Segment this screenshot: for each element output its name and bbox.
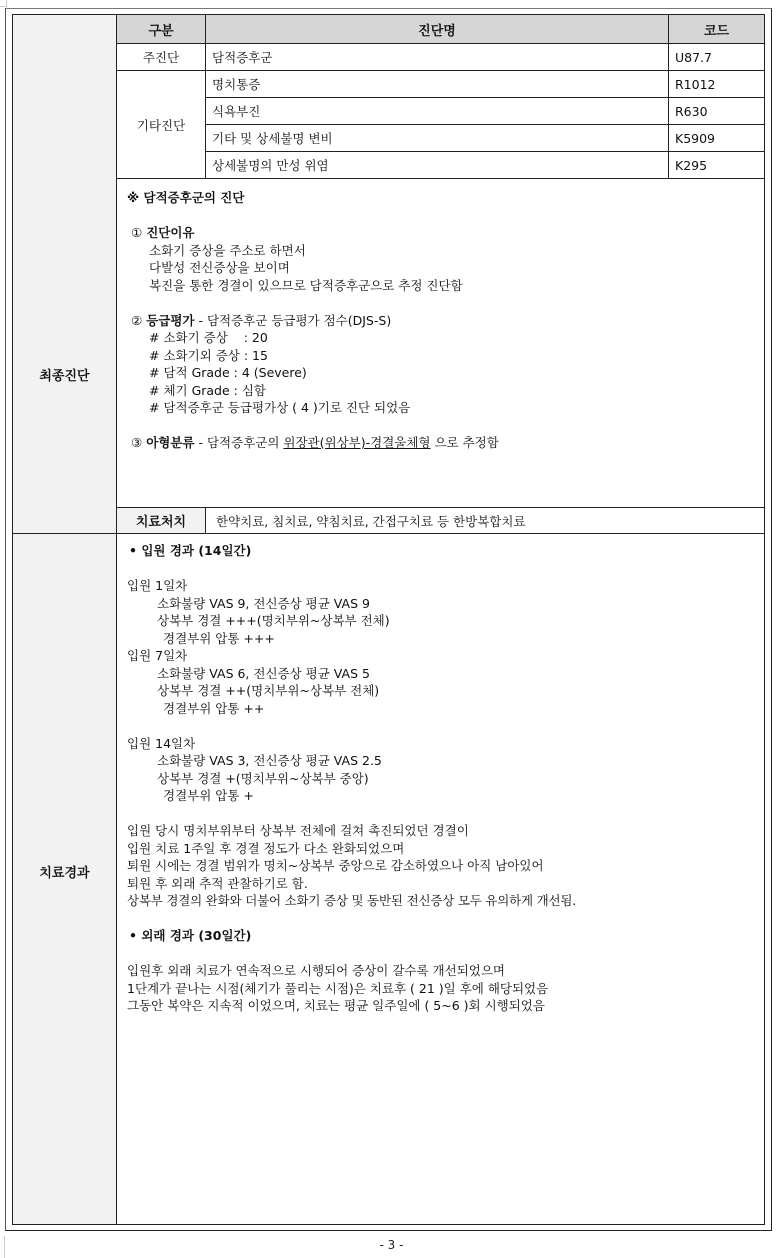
diagnosis-name: 담적증후군 [206,44,669,71]
final-diagnosis-content [117,179,765,508]
header-code: 코드 [669,15,765,44]
day-line: 상복부 경결 +++(명치부위~상복부 전체) [157,613,390,628]
grade-number: ② [131,312,143,328]
table-row [13,44,765,71]
day-tenderness: 경결부위 압통 +++ [163,630,275,646]
subtype-heading: 아형분류 [146,435,195,450]
treatment-label: 치료처치 [117,508,206,534]
section-label: 최종진단 [39,368,90,384]
subtype-suffix: 으로 추정함 [430,435,499,450]
outcome-row [13,534,765,1225]
reason-line: 다발성 전신증상을 보이며 [149,260,290,275]
summary-line: 입원 당시 명치부위부터 상복부 전체에 걸쳐 촉진되었던 경결이 [127,823,469,838]
subtype-number: ③ [131,435,143,450]
grade-line: # 체기 Grade : 심함 [149,382,266,398]
summary-line: 퇴원 후 외래 추적 관찰하기로 함. [127,875,308,891]
diagnosis-code: U87.7 [669,44,765,71]
diagnosis-name: 식욕부진 [206,98,669,125]
header-diagnosis-name: 진단명 [206,15,669,44]
page-edge [0,0,7,7]
main-diagnosis-category: 주진단 [117,44,206,71]
reason-line: 소화기 증상을 주소로 하면서 [149,242,306,258]
outpatient-line: 1단계가 끝나는 시점(체기가 풀리는 시점)은 치료후 ( 21 )일 후에 해당되었음 [127,980,549,996]
diagnosis-code: R1012 [669,71,765,98]
day-tenderness: 경결부위 압통 + [163,788,254,803]
diagnosis-code: R630 [669,98,765,125]
subtype-name: 위장관(위상부)-경결울체형 [283,435,431,450]
outpatient-line: 입원후 외래 치료가 연속적으로 시행되어 증상이 갈수록 개선되었으며 [127,963,505,978]
outcome-content [117,534,765,1225]
reason-line: 복진을 통한 경결이 있으므로 담적증후군으로 추정 진단함 [149,277,463,293]
diagnosis-name: 명치통증 [206,71,669,98]
summary-line: 퇴원 시에는 경결 범위가 명치~상복부 중앙으로 감소하였으나 아직 남아있어 [127,858,544,873]
grade-heading: 등급평가 [146,312,195,328]
reason-heading: 진단이유 [146,225,195,240]
header-category: 구분 [117,15,206,44]
summary-line: 상복부 경결의 완화와 더불어 소화기 증상 및 동반된 전신증상 모두 유의하게 개선됨. [127,893,577,908]
grade-line: # 소화기외 증상 : 15 [149,347,268,363]
outcome-label [13,534,117,1225]
other-diagnosis-category: 기타진단 [117,71,206,179]
grade-subtitle: - 담적증후군 등급평가 점수(DJS-S) [194,312,392,328]
table-row [13,71,765,98]
treatment-text: 한약치료, 침치료, 약침치료, 간접구치료 등 한방복합치료 [206,508,765,534]
day-line: 소화불량 VAS 6, 전신증상 평균 VAS 5 [157,665,370,681]
medical-record-table [12,14,765,1225]
diagnosis-name: 기타 및 상세불명 변비 [206,125,669,152]
grade-line: # 소화기 증상 : 20 [149,330,268,345]
day-label: 입원 7일차 [127,648,188,663]
subtype-prefix: - 담적증후군의 [194,435,284,450]
day-line: 소화불량 VAS 3, 전신증상 평균 VAS 2.5 [157,753,382,768]
day-tenderness: 경결부위 압통 ++ [163,700,265,716]
diagnosis-code: K295 [669,152,765,179]
day-line: 상복부 경결 +(명치부위~상복부 중앙) [157,770,369,786]
outpatient-title: • 외래 경과 (30일간) [129,928,252,943]
diagnosis-name: 상세불명의 만성 위염 [206,152,669,179]
diagnosis-title: ※ 담적증후군의 진단 [127,190,245,205]
diagnosis-code: K5909 [669,125,765,152]
summary-line: 입원 치료 1주일 후 경결 정도가 다소 완화되었으며 [127,840,405,856]
day-line: 소화불량 VAS 9, 전신증상 평균 VAS 9 [157,595,370,611]
treatment-row [13,508,765,534]
outpatient-line: 그동안 복약은 지속적 이었으며, 치료는 평균 일주일에 ( 5~6 )회 시행되었음 [127,998,545,1013]
grade-line: # 담적 Grade : 4 (Severe) [149,365,307,380]
reason-number: ① [131,225,143,240]
page-number: - 3 - [379,1238,404,1252]
day-label: 입원 14일차 [127,735,196,751]
grade-line: # 담적증후군 등급평가상 ( 4 )기로 진단 되었음 [149,400,411,415]
day-line: 상복부 경결 ++(명치부위~상복부 전체) [157,683,380,698]
day-label: 입원 1일차 [127,578,188,593]
inpatient-title: • 입원 경과 (14일간) [129,543,252,558]
outcome-label-text: 치료경과 [39,865,90,881]
final-diagnosis-label [13,15,117,534]
